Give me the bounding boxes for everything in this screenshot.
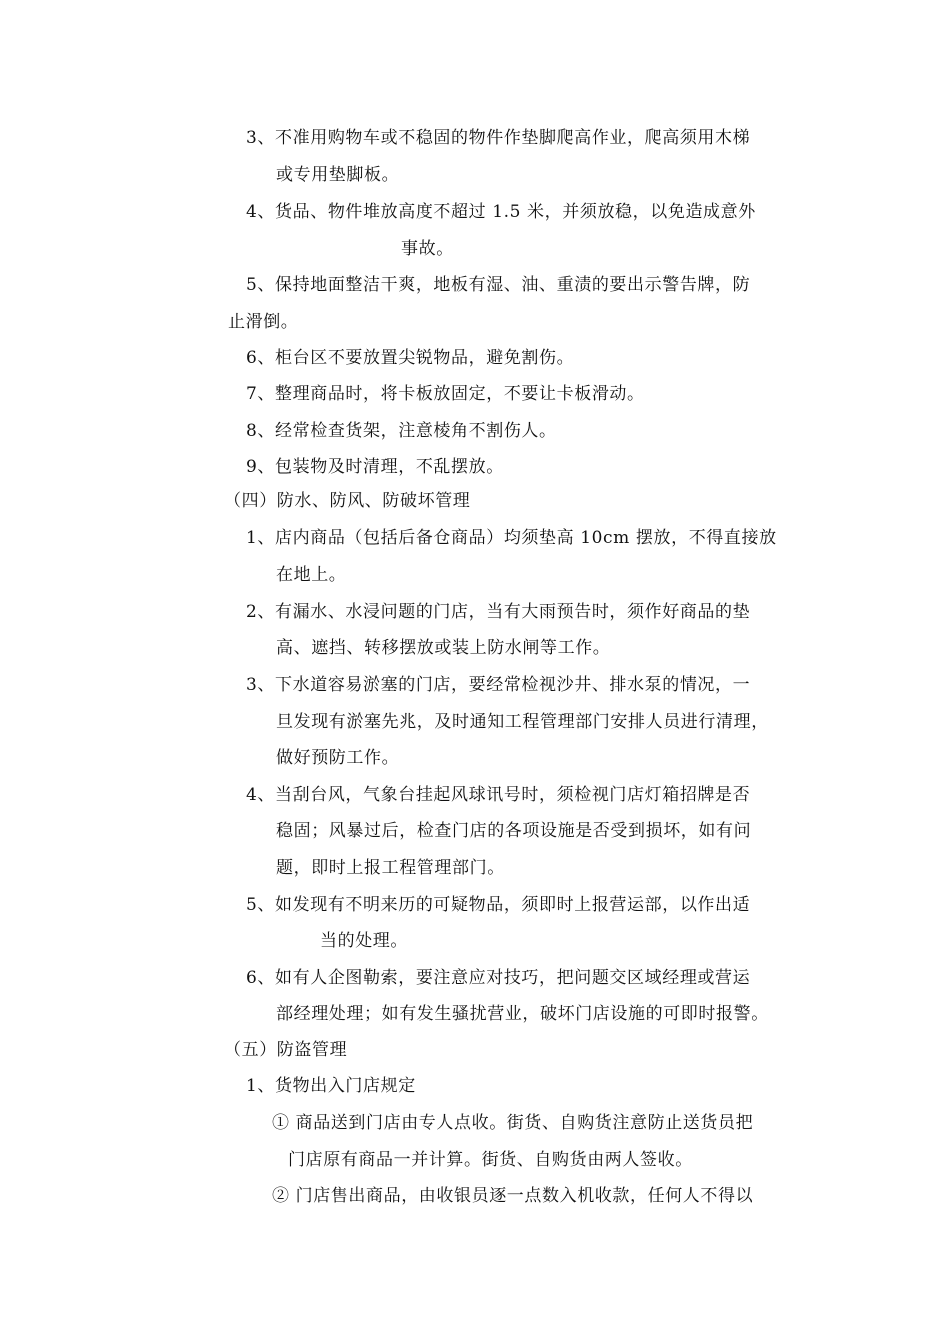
text-line: 当的处理。 (320, 931, 408, 951)
text-line: 6、如有人企图勒索，要注意应对技巧，把问题交区域经理或营运 (246, 968, 751, 988)
text-line: 8、经常检查货架，注意棱角不割伤人。 (246, 421, 557, 441)
text-line: 在地上。 (276, 565, 347, 585)
text-line: 3、不准用购物车或不稳固的物件作垫脚爬高作业，爬高须用木梯 (246, 128, 751, 148)
text-line: ② 门店售出商品，由收银员逐一点数入机收款，任何人不得以 (272, 1186, 754, 1206)
text-line: 5、如发现有不明来历的可疑物品，须即时上报营运部，以作出适 (246, 895, 751, 915)
text-line: 事故。 (401, 239, 454, 259)
text-line: 或专用垫脚板。 (276, 165, 400, 185)
text-line: 4、当刮台风，气象台挂起风球讯号时，须检视门店灯箱招牌是否 (246, 785, 751, 805)
text-line: 7、整理商品时，将卡板放固定，不要让卡板滑动。 (246, 384, 645, 404)
text-line: 旦发现有淤塞先兆，及时通知工程管理部门安排人员进行清理， (276, 712, 769, 732)
text-line: 5、保持地面整洁干爽，地板有湿、油、重渍的要出示警告牌，防 (246, 275, 751, 295)
section-heading: （五）防盗管理 (224, 1040, 348, 1060)
text-line: 2、有漏水、水浸问题的门店，当有大雨预告时，须作好商品的垫 (246, 602, 751, 622)
text-line: 高、遮挡、转移摆放或装上防水闸等工作。 (276, 638, 611, 658)
text-line: 1、店内商品（包括后备仓商品）均须垫高 10cm 摆放，不得直接放 (246, 528, 777, 548)
text-line: 题，即时上报工程管理部门。 (276, 858, 505, 878)
text-line: 6、柜台区不要放置尖锐物品，避免割伤。 (246, 348, 575, 368)
text-line: 止滑倒。 (228, 312, 299, 332)
text-line: 4、货品、物件堆放高度不超过 1.5 米，并须放稳，以免造成意外 (246, 202, 756, 222)
text-line: 部经理处理；如有发生骚扰营业，破坏门店设施的可即时报警。 (276, 1004, 769, 1024)
text-line: 9、包装物及时清理，不乱摆放。 (246, 457, 504, 477)
text-line: 稳固；风暴过后，检查门店的各项设施是否受到损坏，如有问 (276, 821, 752, 841)
text-line: ① 商品送到门店由专人点收。街货、自购货注意防止送货员把 (272, 1113, 754, 1133)
text-line: 3、下水道容易淤塞的门店，要经常检视沙井、排水泵的情况，一 (246, 675, 751, 695)
section-heading: （四）防水、防风、防破坏管理 (224, 491, 471, 511)
text-line: 做好预防工作。 (276, 748, 400, 768)
text-line: 1、货物出入门店规定 (246, 1076, 416, 1096)
text-line: 门店原有商品一并计算。街货、自购货由两人签收。 (288, 1150, 693, 1170)
